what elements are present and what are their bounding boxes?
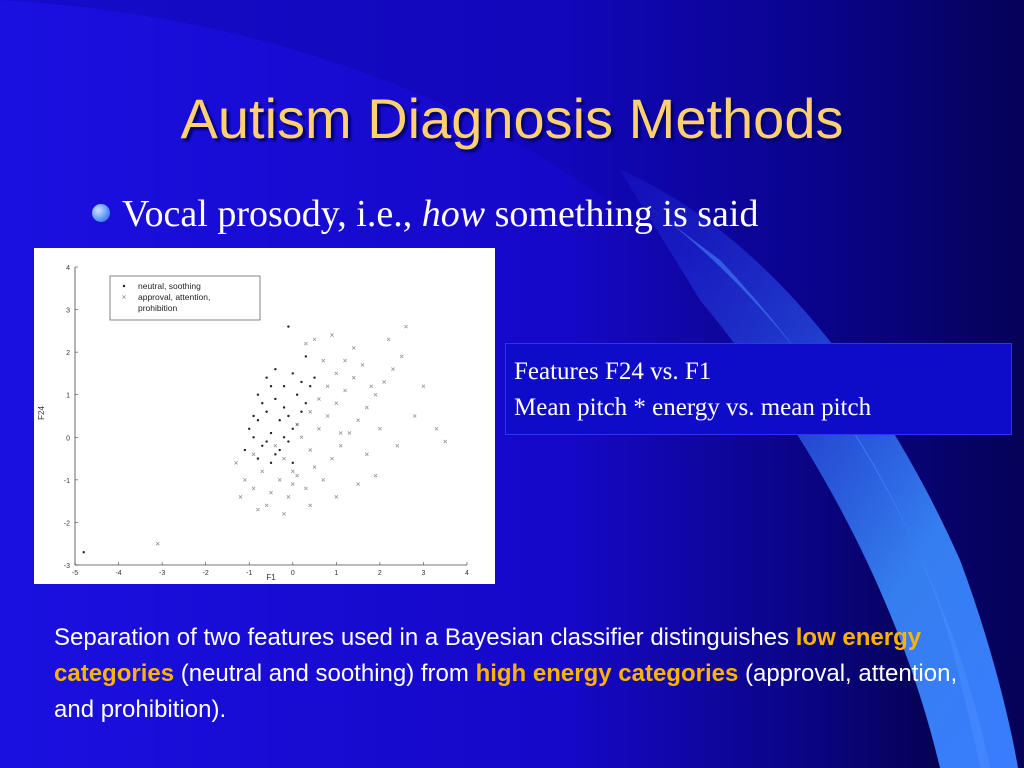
data-point-approval-attention-prohibition <box>387 338 390 341</box>
data-point-approval-attention-prohibition <box>335 402 338 405</box>
data-point-neutral-soothing <box>252 415 254 417</box>
data-point-neutral-soothing <box>274 453 276 455</box>
data-point-approval-attention-prohibition <box>357 419 360 422</box>
data-point-neutral-soothing <box>270 462 272 464</box>
legend-label-approval-line2: prohibition <box>138 303 178 313</box>
data-point-approval-attention-prohibition <box>330 334 333 337</box>
data-point-neutral-soothing <box>244 449 246 451</box>
data-point-neutral-soothing <box>283 406 285 408</box>
data-point-approval-attention-prohibition <box>335 372 338 375</box>
data-point-neutral-soothing <box>292 428 294 430</box>
data-point-neutral-soothing <box>265 440 267 442</box>
data-point-approval-attention-prohibition <box>413 414 416 417</box>
summary-part-1: Separation of two features used in a Bayesian classifier distinguishes <box>54 624 796 651</box>
data-point-approval-attention-prohibition <box>252 453 255 456</box>
plot-marks <box>83 325 447 553</box>
scatter-plot <box>34 248 495 584</box>
y-tick-label: 2 <box>66 350 70 358</box>
data-point-approval-attention-prohibition <box>235 461 238 464</box>
x-axis-label: F1 <box>266 573 276 582</box>
x-tick-label: 4 <box>465 570 469 577</box>
summary-paragraph <box>54 620 984 728</box>
legend-label-approval-line1: approval, attention, <box>138 292 211 302</box>
data-point-approval-attention-prohibition <box>365 453 368 456</box>
data-point-neutral-soothing <box>283 385 285 387</box>
data-point-approval-attention-prohibition <box>313 465 316 468</box>
data-point-neutral-soothing <box>248 428 250 430</box>
data-point-approval-attention-prohibition <box>374 393 377 396</box>
bullet-emphasis: how <box>421 193 486 235</box>
slide-title: Autism Diagnosis Methods <box>180 87 844 150</box>
data-point-neutral-soothing <box>265 376 267 378</box>
x-tick-label: 2 <box>377 570 382 577</box>
data-point-approval-attention-prohibition <box>287 495 290 498</box>
data-point-approval-attention-prohibition <box>317 427 320 430</box>
data-point-neutral-soothing <box>274 398 276 400</box>
caption-line-2: Mean pitch * energy vs. mean pitch <box>514 394 872 421</box>
data-point-neutral-soothing <box>300 381 302 383</box>
data-point-neutral-soothing <box>300 411 302 413</box>
summary-part-3: (approval, attention, and prohibition). <box>54 660 958 723</box>
y-tick-label: -1 <box>63 477 70 485</box>
data-point-neutral-soothing <box>257 394 259 396</box>
data-point-neutral-soothing <box>305 402 307 404</box>
x-tick-label: -5 <box>71 570 79 577</box>
data-point-approval-attention-prohibition <box>396 444 399 447</box>
x-tick-label: -1 <box>246 570 253 577</box>
caption-line-1: Features F24 vs. F1 <box>514 358 712 385</box>
data-point-approval-attention-prohibition <box>269 491 272 494</box>
data-point-approval-attention-prohibition <box>322 478 325 481</box>
data-point-neutral-soothing <box>265 411 267 413</box>
data-point-approval-attention-prohibition <box>265 504 268 507</box>
data-point-approval-attention-prohibition <box>348 431 351 434</box>
data-point-neutral-soothing <box>287 415 289 417</box>
data-point-approval-attention-prohibition <box>291 470 294 473</box>
data-point-approval-attention-prohibition <box>339 431 342 434</box>
data-point-neutral-soothing <box>296 394 298 396</box>
data-point-neutral-soothing <box>313 376 315 378</box>
y-tick-label: 1 <box>66 392 70 400</box>
data-point-approval-attention-prohibition <box>444 440 447 443</box>
data-point-approval-attention-prohibition <box>357 483 360 486</box>
data-point-approval-attention-prohibition <box>282 512 285 515</box>
data-point-neutral-soothing <box>270 385 272 387</box>
data-point-approval-attention-prohibition <box>243 478 246 481</box>
feature-caption <box>505 343 1012 435</box>
bullet-prefix: Vocal prosody, i.e., <box>122 193 422 235</box>
data-point-approval-attention-prohibition <box>365 406 368 409</box>
bullet-dot-icon <box>92 204 110 222</box>
data-point-approval-attention-prohibition <box>383 380 386 383</box>
data-point-approval-attention-prohibition <box>322 359 325 362</box>
data-point-neutral-soothing <box>279 419 281 421</box>
x-tick-label: -2 <box>202 570 209 577</box>
bullet-prosody <box>92 192 758 236</box>
highlight-high-energy: high energy categories <box>475 660 739 687</box>
data-point-neutral-soothing <box>305 355 307 357</box>
data-point-approval-attention-prohibition <box>326 385 329 388</box>
data-point-approval-attention-prohibition <box>435 427 438 430</box>
y-tick-label: 4 <box>66 265 70 272</box>
data-point-approval-attention-prohibition <box>361 363 364 366</box>
y-tick-label: 0 <box>66 435 70 443</box>
data-point-approval-attention-prohibition <box>261 470 264 473</box>
y-tick-label: -3 <box>63 563 70 570</box>
x-tick-label: -3 <box>158 570 166 577</box>
data-point-approval-attention-prohibition <box>256 508 259 511</box>
plot-legend <box>110 276 260 320</box>
data-point-approval-attention-prohibition <box>326 414 329 417</box>
legend-label-neutral-soothing: neutral, soothing <box>138 281 201 291</box>
data-point-approval-attention-prohibition <box>404 325 407 328</box>
data-point-approval-attention-prohibition <box>422 385 425 388</box>
legend-marker-neutral-soothing <box>123 285 125 287</box>
data-point-neutral-soothing <box>279 449 281 451</box>
data-point-neutral-soothing <box>292 462 294 464</box>
data-point-approval-attention-prohibition <box>343 389 346 392</box>
data-point-approval-attention-prohibition <box>317 397 320 400</box>
x-tick-label: 1 <box>334 570 339 577</box>
data-point-neutral-soothing <box>287 325 289 327</box>
data-point-neutral-soothing <box>83 551 85 553</box>
data-point-approval-attention-prohibition <box>309 410 312 413</box>
data-point-approval-attention-prohibition <box>313 338 316 341</box>
data-point-approval-attention-prohibition <box>300 436 303 439</box>
data-point-neutral-soothing <box>309 385 311 387</box>
highlight-low-energy: low energy categories <box>54 624 922 687</box>
data-point-approval-attention-prohibition <box>304 342 307 345</box>
summary-part-2: (neutral and soothing) from <box>174 660 476 687</box>
y-axis-label: F24 <box>37 406 46 420</box>
data-point-approval-attention-prohibition <box>282 457 285 460</box>
data-point-neutral-soothing <box>274 368 276 370</box>
data-point-approval-attention-prohibition <box>291 483 294 486</box>
data-point-approval-attention-prohibition <box>309 504 312 507</box>
data-point-approval-attention-prohibition <box>304 487 307 490</box>
data-point-neutral-soothing <box>292 372 294 374</box>
data-point-approval-attention-prohibition <box>352 346 355 349</box>
data-point-approval-attention-prohibition <box>339 444 342 447</box>
y-tick-label: 3 <box>66 307 70 315</box>
data-point-approval-attention-prohibition <box>330 457 333 460</box>
x-tick-label: 0 <box>290 570 295 577</box>
x-tick-label: 3 <box>421 570 426 577</box>
x-tick-label: -4 <box>115 570 122 577</box>
data-point-approval-attention-prohibition <box>309 448 312 451</box>
scatter-plot-svg <box>34 248 495 584</box>
data-point-approval-attention-prohibition <box>391 368 394 371</box>
data-point-neutral-soothing <box>257 419 259 421</box>
data-point-neutral-soothing <box>257 457 259 459</box>
data-point-neutral-soothing <box>287 440 289 442</box>
data-point-approval-attention-prohibition <box>239 495 242 498</box>
data-point-approval-attention-prohibition <box>335 495 338 498</box>
data-point-approval-attention-prohibition <box>274 444 277 447</box>
data-point-approval-attention-prohibition <box>252 487 255 490</box>
data-point-approval-attention-prohibition <box>296 474 299 477</box>
data-point-neutral-soothing <box>252 436 254 438</box>
data-point-approval-attention-prohibition <box>374 474 377 477</box>
data-point-approval-attention-prohibition <box>370 385 373 388</box>
data-point-approval-attention-prohibition <box>378 427 381 430</box>
data-point-neutral-soothing <box>283 436 285 438</box>
data-point-neutral-soothing <box>270 432 272 434</box>
data-point-approval-attention-prohibition <box>400 355 403 358</box>
data-point-approval-attention-prohibition <box>278 478 281 481</box>
bullet-suffix: something is said <box>485 193 759 235</box>
y-tick-label: -2 <box>63 520 70 528</box>
data-point-approval-attention-prohibition <box>352 376 355 379</box>
data-point-approval-attention-prohibition <box>156 542 159 545</box>
data-point-approval-attention-prohibition <box>343 359 346 362</box>
data-point-neutral-soothing <box>261 445 263 447</box>
data-point-neutral-soothing <box>261 402 263 404</box>
